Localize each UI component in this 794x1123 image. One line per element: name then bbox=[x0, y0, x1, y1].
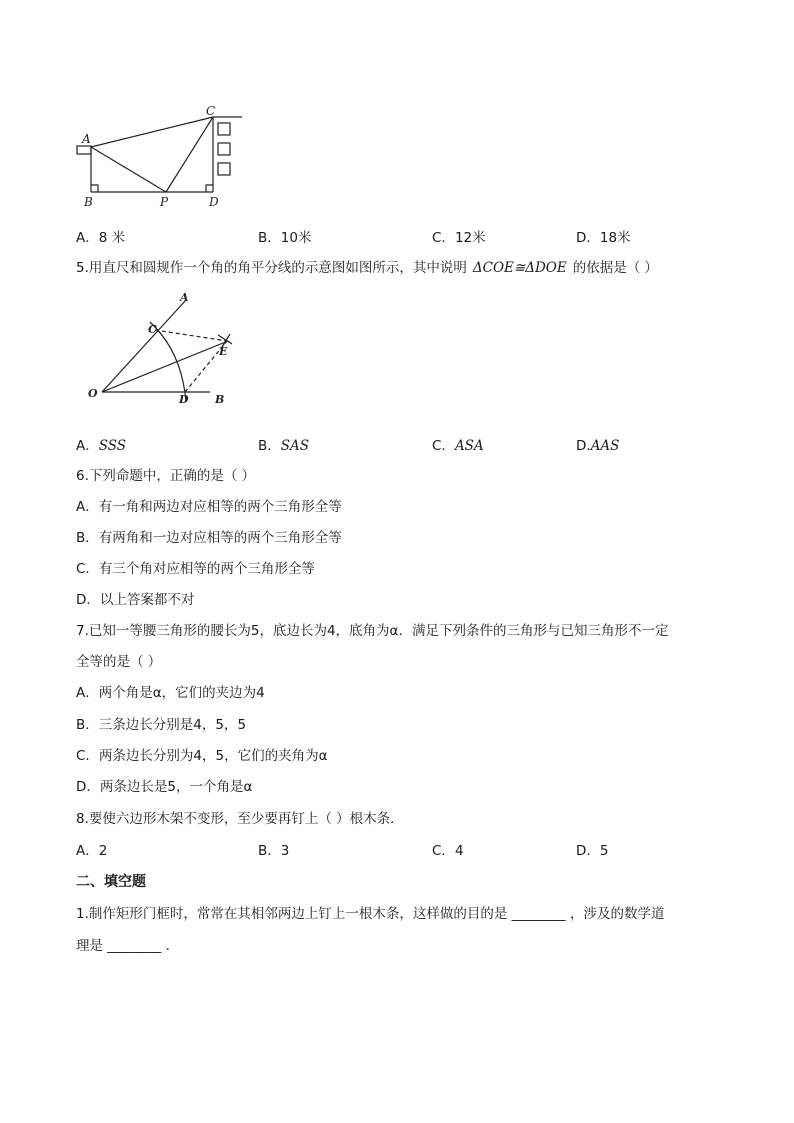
option-text: 18米 bbox=[599, 230, 631, 246]
q4-option-b[interactable] bbox=[258, 229, 311, 247]
label-b: B bbox=[84, 195, 93, 209]
q6-option-d[interactable]: D．以上答案都不对 bbox=[76, 592, 195, 608]
q8-option-b[interactable] bbox=[258, 842, 289, 860]
label-o: O bbox=[88, 387, 98, 400]
q5-stem-text: 5.用直尺和圆规作一个角的角平分线的示意图如图所示，其中说明 bbox=[76, 260, 467, 276]
option-text: 5 bbox=[599, 843, 609, 859]
fill-q1-line2: 理是 ________ ． bbox=[76, 938, 180, 954]
q5-stem-math: ΔCOE≅ΔDOE bbox=[472, 260, 567, 276]
label-c: C bbox=[148, 323, 157, 336]
option-text: 8 米 bbox=[98, 230, 126, 246]
option-text: 10米 bbox=[280, 230, 312, 246]
q8-option-a[interactable] bbox=[76, 842, 107, 860]
option-text: AAS bbox=[590, 438, 620, 454]
q6-option-b[interactable]: B．有两角和一边对应相等的两个三角形全等 bbox=[76, 530, 342, 546]
q7-option-d[interactable]: D．两条边长是5，一个角是α bbox=[76, 779, 253, 795]
q8-option-c[interactable] bbox=[432, 842, 464, 860]
q5-stem bbox=[76, 259, 658, 277]
option-text: SSS bbox=[98, 438, 127, 454]
option-text: SAS bbox=[280, 438, 310, 454]
option-letter: A． bbox=[76, 438, 99, 454]
label-p: P bbox=[160, 195, 169, 209]
label-d: D bbox=[179, 393, 189, 406]
q7-stem-line2: 全等的是（ ） bbox=[76, 654, 162, 670]
q5-option-c[interactable] bbox=[432, 437, 484, 455]
label-d: D bbox=[209, 195, 219, 209]
q4-option-a[interactable] bbox=[76, 229, 125, 247]
q5-stem-tail: 的依据是（ ） bbox=[572, 260, 658, 276]
section-title-fill-blank: 二、填空题 bbox=[76, 874, 146, 890]
option-letter: D． bbox=[576, 843, 600, 859]
q8-option-d[interactable] bbox=[576, 842, 609, 860]
option-letter: B． bbox=[258, 438, 281, 454]
label-a: A bbox=[180, 291, 189, 304]
q6-option-c[interactable]: C．有三个角对应相等的两个三角形全等 bbox=[76, 561, 315, 577]
option-letter: D. bbox=[576, 438, 591, 454]
option-letter: B． bbox=[258, 843, 281, 859]
label-b: B bbox=[215, 393, 225, 406]
figure-angle-bisector bbox=[82, 290, 242, 410]
q4-option-d[interactable] bbox=[576, 229, 631, 247]
q6-option-a[interactable]: A．有一角和两边对应相等的两个三角形全等 bbox=[76, 499, 342, 515]
option-text: 4 bbox=[454, 843, 464, 859]
q7-option-a[interactable]: A．两个角是α，它们的夹边为4 bbox=[76, 685, 265, 701]
option-letter: A． bbox=[76, 230, 99, 246]
q8-stem: 8.要使六边形木架不变形，至少要再钉上（ ）根木条． bbox=[76, 811, 404, 827]
label-e: E bbox=[219, 345, 228, 358]
label-a: A bbox=[82, 132, 91, 146]
option-letter: B． bbox=[258, 230, 281, 246]
fill-q1-line1: 1.制作矩形门框时，常常在其相邻两边上钉上一根木条，这样做的目的是 ________ ，涉及的数学道 bbox=[76, 906, 665, 922]
option-letter: A． bbox=[76, 843, 99, 859]
q7-option-c[interactable]: C．两条边长分别为4，5，它们的夹角为α bbox=[76, 748, 328, 764]
q5-option-b[interactable] bbox=[258, 437, 309, 455]
q4-option-c[interactable] bbox=[432, 229, 486, 247]
q7-stem-line1: 7.已知一等腰三角形的腰长为5，底边长为4，底角为α．满足下列条件的三角形与已知三角形不一定 bbox=[76, 623, 669, 639]
q7-option-b[interactable]: B．三条边长分别是4，5，5 bbox=[76, 717, 247, 733]
option-text: 3 bbox=[280, 843, 290, 859]
option-text: ASA bbox=[454, 438, 484, 454]
option-letter: C． bbox=[432, 843, 455, 859]
option-text: 2 bbox=[98, 843, 108, 859]
option-text: 12米 bbox=[454, 230, 486, 246]
option-letter: D． bbox=[576, 230, 600, 246]
q5-option-d[interactable] bbox=[576, 437, 619, 455]
option-letter: C． bbox=[432, 438, 455, 454]
label-c: C bbox=[206, 104, 216, 118]
q6-stem: 6.下列命题中，正确的是（ ） bbox=[76, 468, 256, 484]
q5-option-a[interactable] bbox=[76, 437, 126, 455]
option-letter: C． bbox=[432, 230, 455, 246]
figure-ladder-diagram bbox=[60, 100, 260, 215]
